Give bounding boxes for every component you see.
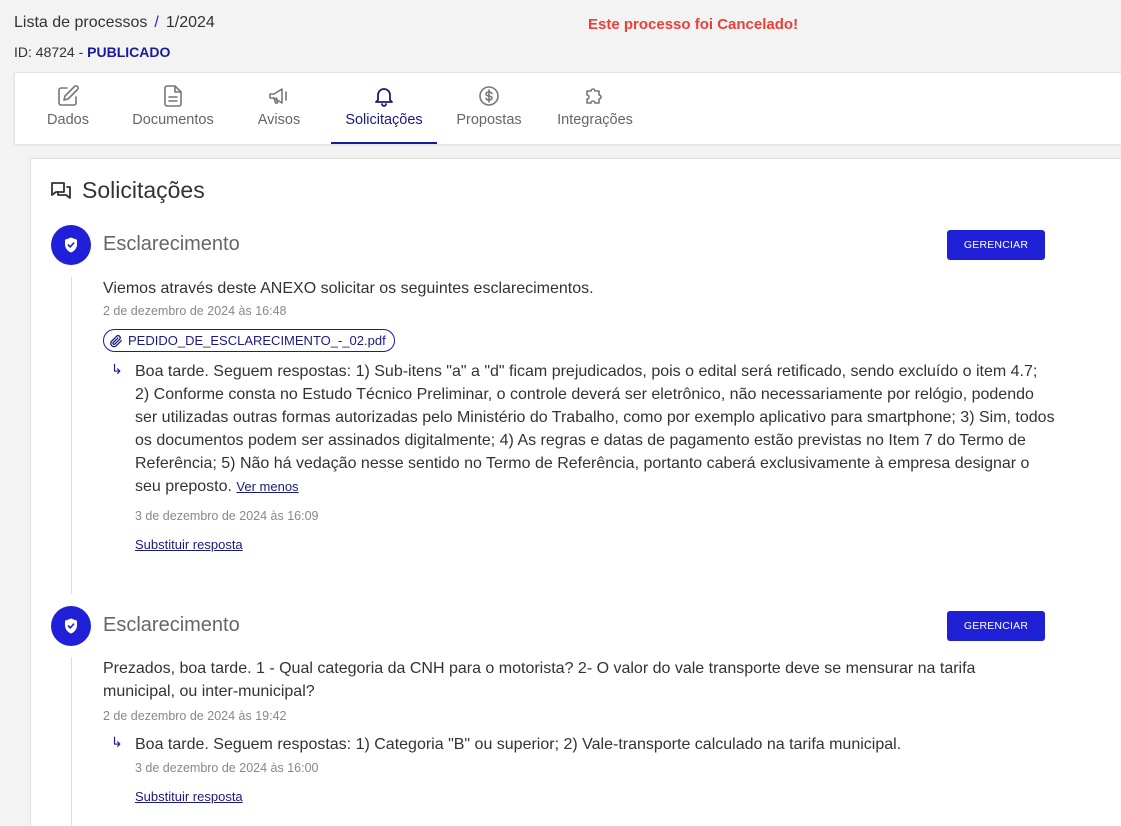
tab-label: Documentos [132, 112, 214, 128]
document-icon [161, 84, 185, 108]
request-type: Esclarecimento [103, 233, 240, 255]
tab-label: Propostas [456, 112, 522, 128]
solicitacoes-panel [30, 158, 1121, 826]
request-question: Prezados, boa tarde. 1 - Qual categoria da CNH para o motorista? 2- O valor do vale transporte deve se mensurar na tarifa municipal, ou inter-municipal? [103, 660, 976, 700]
reply-arrow-icon: ↳ [111, 734, 123, 750]
tab-documentos[interactable] [127, 73, 219, 144]
see-less-link[interactable]: Ver menos [236, 479, 299, 494]
request-question: Viemos através deste ANEXO solicitar os seguintes esclarecimentos. [103, 280, 594, 297]
reply-arrow-icon: ↳ [111, 361, 123, 377]
page-title [49, 177, 205, 204]
breadcrumb-root-link[interactable]: Lista de processos [14, 14, 148, 31]
tab-label: Dados [47, 112, 89, 128]
breadcrumb-separator: / [154, 14, 159, 31]
status-badge: PUBLICADO [87, 44, 171, 60]
page-title-text: Solicitações [82, 177, 205, 203]
answer-date: 3 de dezembro de 2024 às 16:00 [135, 761, 319, 775]
tab-propostas[interactable] [453, 73, 525, 144]
request-badge [51, 606, 91, 646]
cancel-message: Este processo foi Cancelado! [588, 16, 799, 33]
tab-label: Integrações [557, 112, 633, 128]
process-id-line [14, 44, 1104, 60]
attachment-chip[interactable] [103, 329, 395, 352]
breadcrumb [14, 14, 1104, 32]
paperclip-icon [109, 334, 123, 348]
answer-text: Boa tarde. Seguem respostas: 1) Categoria "B" ou superior; 2) Vale-transporte calculado na tarifa municipal. [135, 736, 902, 753]
timeline-line [71, 657, 72, 826]
megaphone-icon [267, 84, 291, 108]
request-badge [51, 225, 91, 265]
answer-body: Boa tarde. Seguem respostas: 1) Sub-itens "a" a "d" ficam prejudicados, pois o edital será retificado, sendo excluído o item 4.7; 2) Conforme consta no Estudo Técnico Preliminar, o controle deverá ser eletrônico, não necessariamente por relógio, podendo ser utilizadas outras formas autorizadas pelo Ministério do Trabalho, como por exemplo aplicativo para smartphone; 3) Sim, todos os documentos podem ser assinados digitalmente; 4) As regras e datas de pagamento estão previstas no Item 7 do Termo de Referência; 5) Não há vedação nesse sentido no Termo de Referência, portanto caberá exclusivamente à empresa designar o seu preposto. [135, 363, 1055, 495]
page-header [14, 14, 1104, 60]
request-type: Esclarecimento [103, 614, 240, 636]
process-id: ID: 48724 - [14, 44, 88, 60]
shield-check-icon [62, 236, 80, 254]
tab-solicitacoes[interactable] [331, 73, 437, 144]
manage-button[interactable]: GERENCIAR [947, 230, 1045, 260]
replace-answer-link[interactable]: Substituir resposta [135, 537, 243, 552]
attachment-filename: PEDIDO_DE_ESCLARECIMENTO_-_02.pdf [128, 333, 386, 348]
timeline-line [71, 277, 72, 594]
question-date: 2 de dezembro de 2024 às 19:42 [103, 709, 287, 723]
tab-label: Avisos [257, 112, 301, 128]
manage-button[interactable]: GERENCIAR [947, 611, 1045, 641]
edit-icon [56, 84, 80, 108]
tab-avisos[interactable] [247, 73, 311, 144]
shield-check-icon [62, 617, 80, 635]
dollar-icon [477, 84, 501, 108]
breadcrumb-current: 1/2024 [165, 14, 215, 31]
tab-label: Solicitações [345, 112, 423, 128]
replace-answer-link[interactable]: Substituir resposta [135, 789, 243, 804]
puzzle-icon [583, 84, 607, 108]
bell-icon [372, 84, 396, 108]
tab-integracoes[interactable] [551, 73, 639, 144]
tab-bar [14, 72, 1121, 144]
answer-text [135, 360, 1055, 498]
tab-dados[interactable] [33, 73, 103, 144]
chat-icon [49, 179, 73, 203]
question-date: 2 de dezembro de 2024 às 16:48 [103, 304, 287, 318]
answer-date: 3 de dezembro de 2024 às 16:09 [135, 509, 319, 523]
